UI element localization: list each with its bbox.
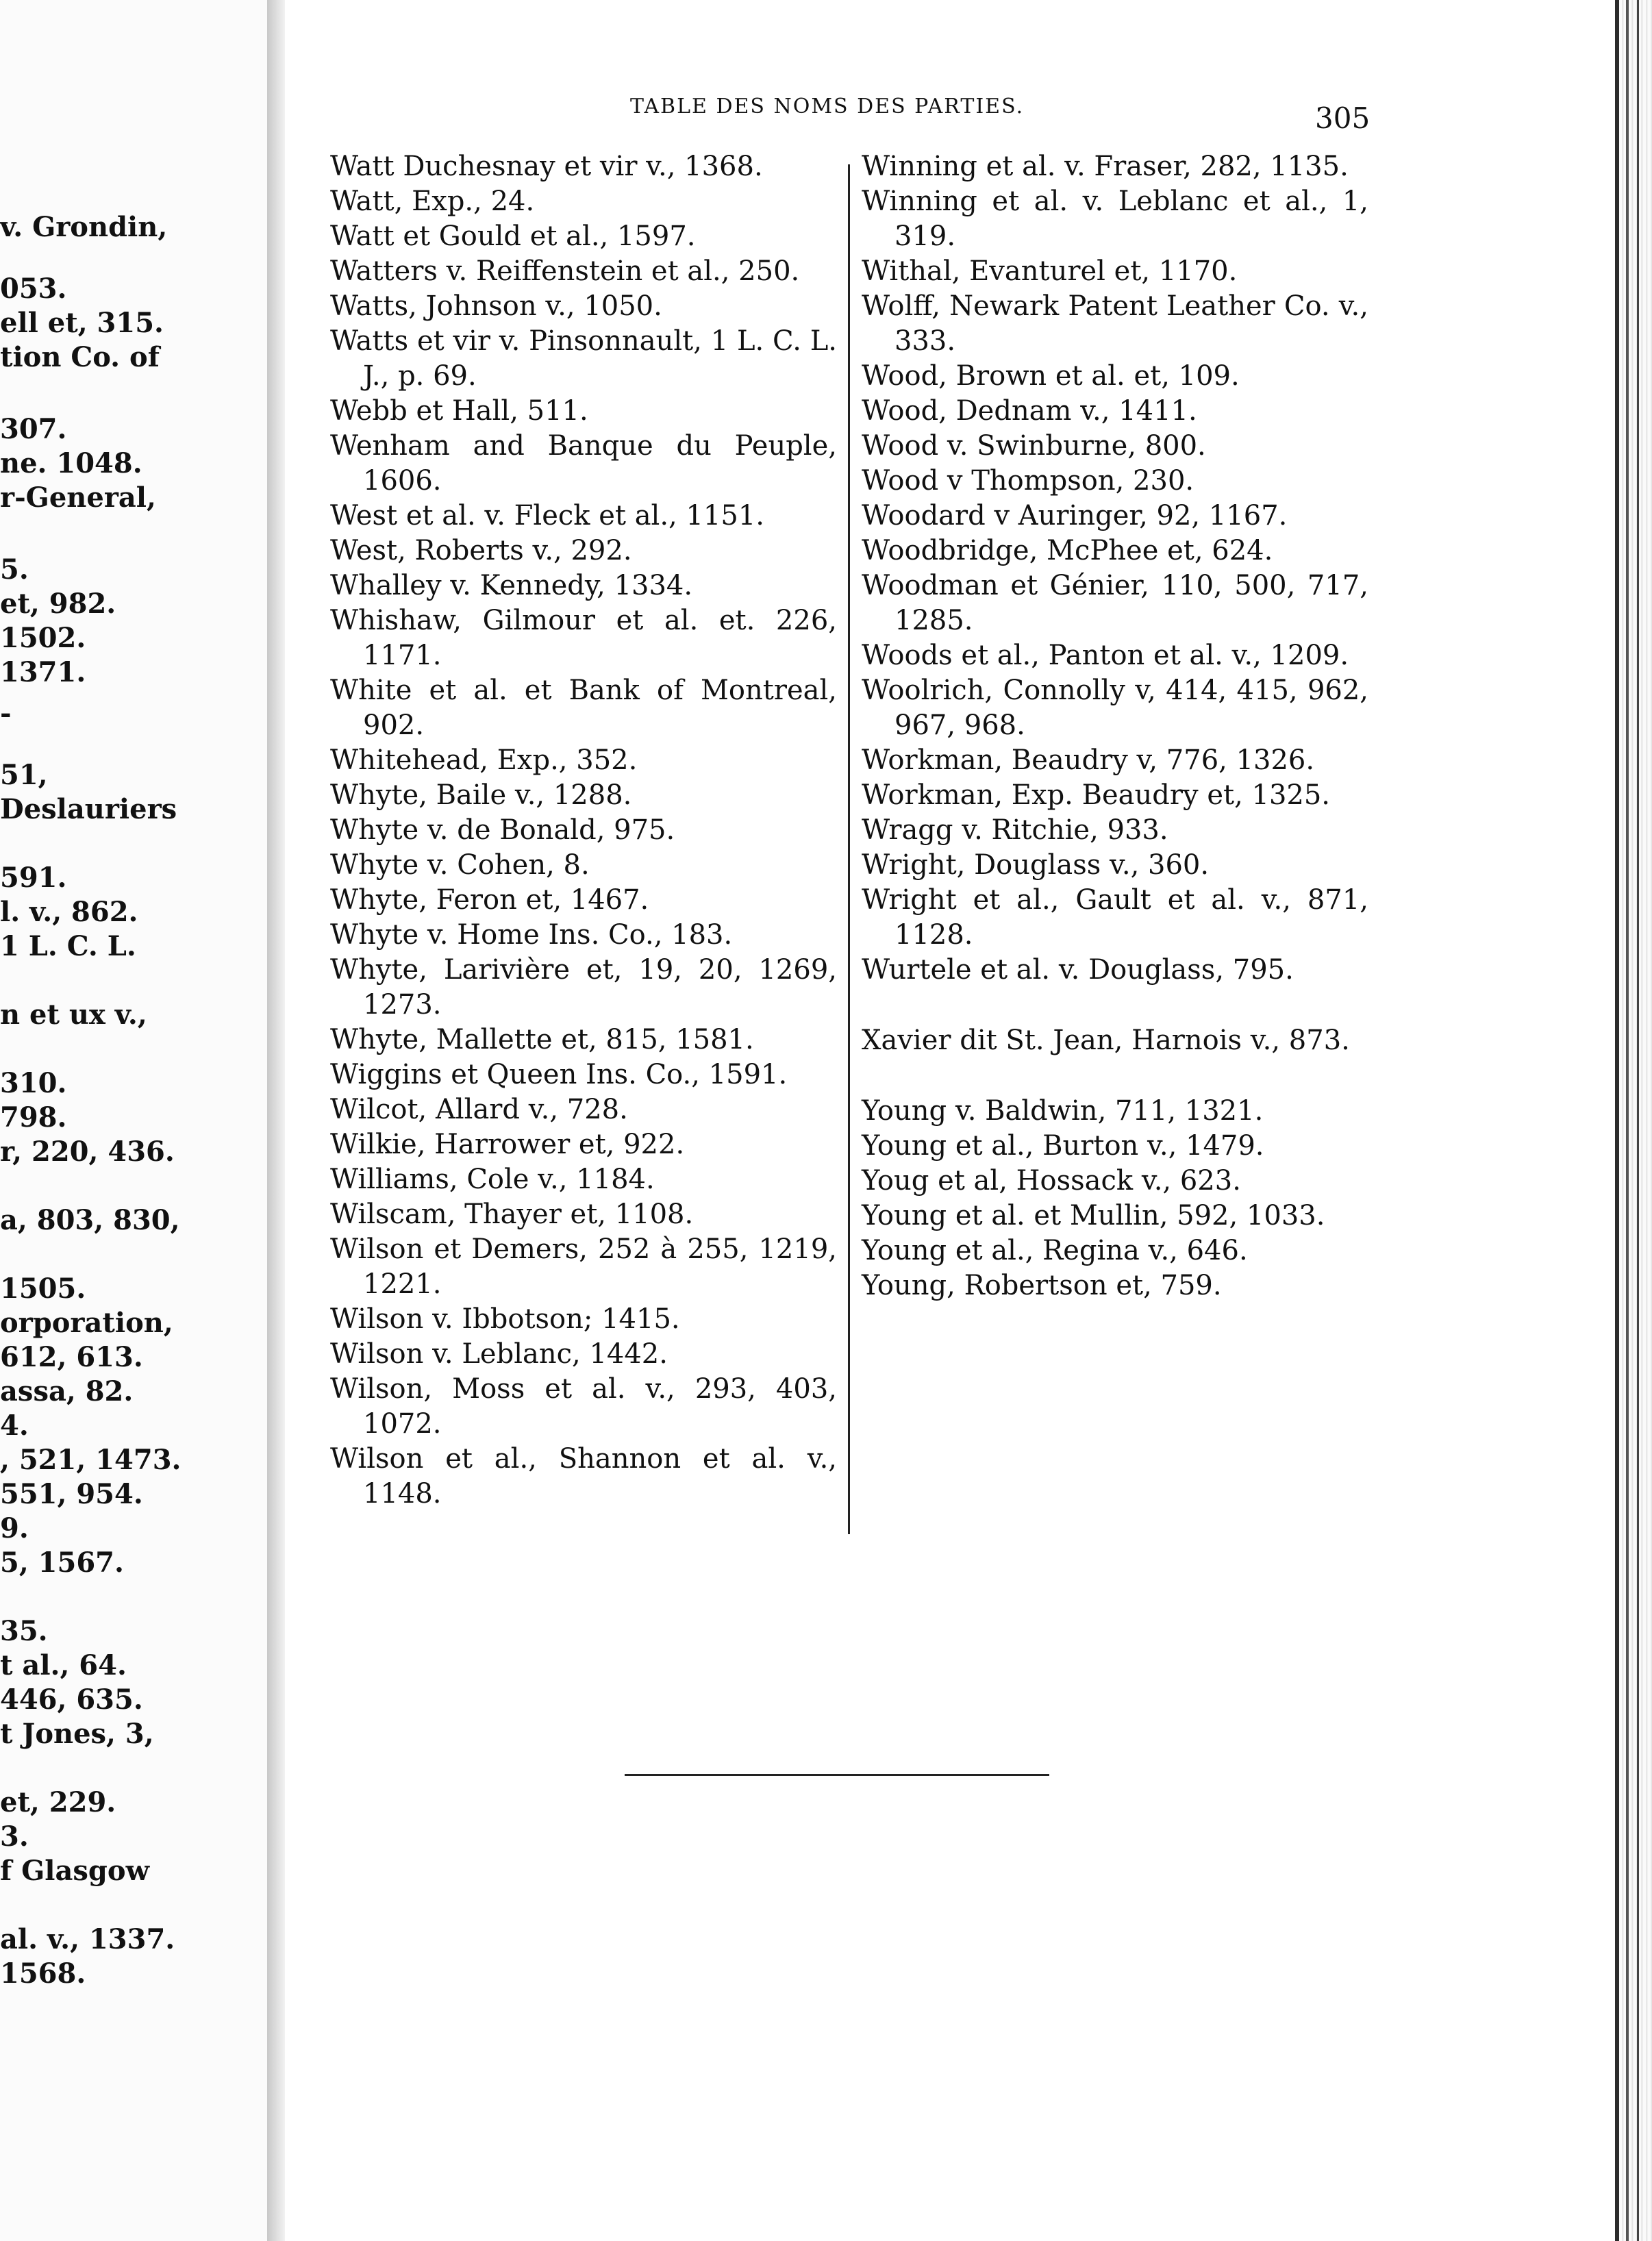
index-entry: Wilscam, Thayer et, 1108.	[330, 1199, 694, 1230]
index-entry: Whyte, Baile v., 1288.	[330, 779, 632, 811]
previous-page-fragment: assa, 82.	[0, 1375, 134, 1407]
index-entry: Williams, Cole v., 1184.	[330, 1164, 655, 1195]
page-edge-line	[1626, 0, 1629, 2241]
index-entry: Whyte, Larivière et, 19, 20, 1269, 1273.	[330, 954, 837, 1021]
index-entry: Watt et Gould et al., 1597.	[330, 221, 696, 252]
previous-page-fragment: Deslauriers	[0, 793, 177, 825]
previous-page-fragment: 1568.	[0, 1957, 86, 1990]
index-entry: Wiggins et Queen Ins. Co., 1591.	[330, 1059, 788, 1090]
index-entry: Wood, Brown et al. et, 109.	[862, 360, 1240, 392]
index-entry: Workman, Beaudry v, 776, 1326.	[862, 744, 1315, 776]
previous-page-fragment: tion Co. of	[0, 341, 160, 373]
index-entry: Woodbridge, McPhee et, 624.	[862, 535, 1273, 566]
index-entry: Whalley v. Kennedy, 1334.	[330, 570, 693, 601]
book-gutter	[267, 0, 285, 2241]
index-entry: Watts et vir v. Pinsonnault, 1 L. C. L. J., p. 69.	[330, 325, 837, 392]
index-entry: Watters v. Reiffenstein et al., 250.	[330, 255, 800, 287]
index-entry: Wolff, Newark Patent Leather Co. v., 333.	[862, 290, 1368, 357]
previous-page-fragment: a, 803, 830,	[0, 1204, 180, 1236]
previous-page-fragment: , 521, 1473.	[0, 1444, 182, 1476]
index-entry: Young et al., Burton v., 1479.	[862, 1130, 1264, 1162]
index-entry: Wilcot, Allard v., 728.	[330, 1094, 628, 1125]
previous-page-fragment: 612, 613.	[0, 1341, 143, 1373]
index-entry: Young et al. et Mullin, 592, 1033.	[862, 1200, 1325, 1231]
index-entry: Woods et al., Panton et al. v., 1209.	[862, 640, 1349, 671]
index-entry: Wurtele et al. v. Douglass, 795.	[862, 954, 1294, 986]
index-entry: Wragg v. Ritchie, 933.	[862, 814, 1168, 846]
page-number: 305	[1315, 101, 1371, 135]
previous-page-fragment: 798.	[0, 1101, 67, 1134]
previous-page-fragment: r, 220, 436.	[0, 1136, 175, 1168]
index-entry: Wilson v. Leblanc, 1442.	[330, 1338, 668, 1370]
previous-page-fragment: 307.	[0, 413, 67, 445]
index-entry: Watt, Exp., 24.	[330, 186, 535, 217]
index-entry: Winning et al. v. Leblanc et al., 1, 319.	[862, 186, 1368, 252]
index-entry: Wright, Douglass v., 360.	[862, 849, 1210, 881]
index-entry: Webb et Hall, 511.	[330, 395, 588, 427]
previous-page-fragment: v. Grondin,	[0, 211, 168, 243]
index-entry: Wright et al., Gault et al. v., 871, 1128.	[862, 884, 1368, 951]
index-entry: Whyte v. Cohen, 8.	[330, 849, 590, 881]
previous-page-fragment: n et ux v.,	[0, 999, 147, 1031]
end-rule	[625, 1774, 1049, 1776]
index-entry: Young v. Baldwin, 711, 1321.	[862, 1095, 1264, 1127]
index-entry: Wilson et al., Shannon et al. v., 1148.	[330, 1443, 837, 1510]
index-entry: Watt Duchesnay et vir v., 1368.	[330, 151, 763, 182]
index-entry: Whishaw, Gilmour et al. et. 226, 1171.	[330, 605, 837, 671]
index-entry: Wood v Thompson, 230.	[862, 465, 1194, 497]
previous-page-fragment: 3.	[0, 1820, 29, 1853]
index-entry: Xavier dit St. Jean, Harnois v., 873.	[862, 1025, 1350, 1056]
index-column-right	[862, 149, 1368, 1303]
section-gap	[862, 988, 1368, 1023]
previous-page-fragment: 4.	[0, 1410, 29, 1442]
index-entry: Whitehead, Exp., 352.	[330, 744, 638, 776]
index-entry: Youg et al, Hossack v., 623.	[862, 1165, 1241, 1197]
page-edge-line	[1637, 0, 1639, 2241]
previous-page-fragment: al. v., 1337.	[0, 1923, 175, 1955]
previous-page-fragment: 5, 1567.	[0, 1547, 124, 1579]
previous-page-fragment: 551, 954.	[0, 1478, 143, 1510]
previous-page-fragment: ne. 1048.	[0, 447, 142, 479]
index-entry: Wilson v. Ibbotson; 1415.	[330, 1303, 680, 1335]
previous-page-fragment: f Glasgow	[0, 1855, 150, 1887]
index-column-left	[330, 149, 837, 1512]
previous-page-fragment: 1505.	[0, 1273, 86, 1305]
previous-page-fragment: 591.	[0, 862, 67, 894]
previous-page-fragment: 35.	[0, 1615, 48, 1647]
index-entry: Young et al., Regina v., 646.	[862, 1235, 1248, 1266]
index-entry: Workman, Exp. Beaudry et, 1325.	[862, 779, 1331, 811]
previous-page-fragment: l. v., 862.	[0, 896, 138, 928]
previous-page-fragment: 1 L. C. L.	[0, 930, 136, 962]
previous-page-fragment: r-General,	[0, 481, 156, 514]
index-entry: West et al. v. Fleck et al., 1151.	[330, 500, 764, 531]
section-gap	[862, 1058, 1368, 1094]
previous-page-fragment: 310.	[0, 1067, 67, 1099]
previous-page-fragment: t Jones, 3,	[0, 1718, 154, 1750]
index-entry: Young, Robertson et, 759.	[862, 1270, 1222, 1301]
previous-page-fragment: 1502.	[0, 622, 86, 654]
index-entry: Watts, Johnson v., 1050.	[330, 290, 662, 322]
index-entry: Whyte v. de Bonald, 975.	[330, 814, 675, 846]
previous-page-fragment: t al., 64.	[0, 1649, 127, 1681]
previous-page-fragment: 446, 635.	[0, 1683, 143, 1716]
index-entry: Wood v. Swinburne, 800.	[862, 430, 1206, 462]
index-entry: Wilson, Moss et al. v., 293, 403, 1072.	[330, 1373, 837, 1440]
previous-page-fragment: -	[0, 697, 12, 729]
index-entry: Woodard v Auringer, 92, 1167.	[862, 500, 1288, 531]
index-entry: Whyte v. Home Ins. Co., 183.	[330, 919, 733, 951]
column-divider	[848, 164, 850, 1534]
running-title: TABLE DES NOMS DES PARTIES.	[630, 95, 1025, 118]
previous-page-fragment: 1371.	[0, 656, 86, 688]
page-edges	[1619, 0, 1652, 2241]
previous-page-fragment: et, 982.	[0, 588, 116, 620]
previous-page-fragment: 053.	[0, 273, 67, 305]
index-entry: Whyte, Feron et, 1467.	[330, 884, 649, 916]
index-entry: West, Roberts v., 292.	[330, 535, 632, 566]
previous-page-fragment: ell et, 315.	[0, 307, 164, 339]
index-entry: Wenham and Banque du Peuple, 1606.	[330, 430, 837, 497]
index-entry: Whyte, Mallette et, 815, 1581.	[330, 1024, 754, 1055]
previous-page-fragment: 9.	[0, 1512, 29, 1544]
index-entry: Woodman et Génier, 110, 500, 717, 1285.	[862, 570, 1368, 636]
page-edge-line	[1615, 0, 1619, 2241]
previous-page-strip	[0, 0, 267, 2241]
previous-page-fragment: et, 229.	[0, 1786, 116, 1818]
previous-page-fragment: orporation,	[0, 1307, 173, 1339]
index-entry: Wood, Dednam v., 1411.	[862, 395, 1197, 427]
index-entry: White et al. et Bank of Montreal, 902.	[330, 675, 837, 741]
index-entry: Withal, Evanturel et, 1170.	[862, 255, 1238, 287]
index-entry: Winning et al. v. Fraser, 282, 1135.	[862, 151, 1349, 182]
index-entry: Wilson et Demers, 252 à 255, 1219, 1221.	[330, 1234, 837, 1300]
previous-page-fragment: 51,	[0, 759, 48, 791]
index-entry: Woolrich, Connolly v, 414, 415, 962, 967, 968.	[862, 675, 1368, 741]
previous-page-fragment: 5.	[0, 553, 29, 586]
index-entry: Wilkie, Harrower et, 922.	[330, 1129, 685, 1160]
